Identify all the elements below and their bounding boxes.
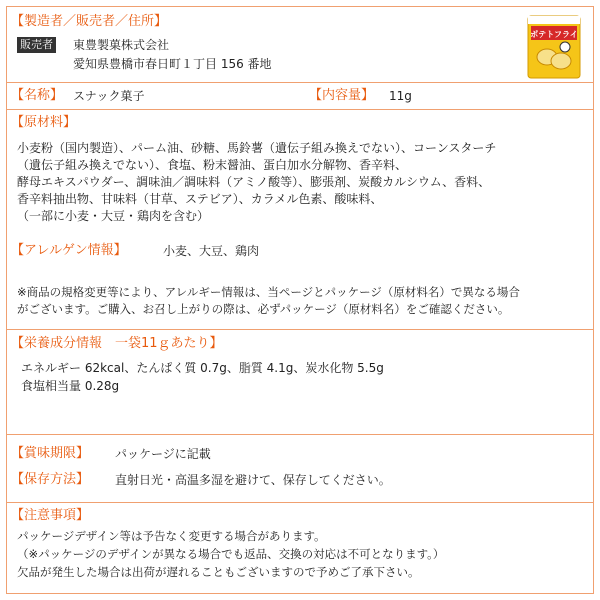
seller-tag: 販売者 (17, 37, 56, 53)
nutrition-heading: 【栄養成分情報 一袋11ｇあたり】 (11, 336, 223, 351)
cautions-section (7, 503, 593, 595)
package-title: ポテトフライ (530, 30, 578, 39)
allergen-notice (17, 284, 520, 318)
product-name-section (7, 83, 593, 110)
ingredients-list (17, 140, 496, 225)
caution-line: 欠品が発生した場合は出荷が遅れることもございますので予めご了承下さい。 (17, 565, 420, 579)
storage-section (7, 435, 593, 503)
volume-value: 11g (389, 89, 412, 103)
manufacturer-section (7, 7, 593, 83)
storage-method-heading: 【保存方法】 (11, 472, 90, 487)
expiry-value: パッケージに記載 (115, 447, 211, 461)
product-info-card (6, 6, 594, 594)
allergen-heading: 【アレルゲン情報】 (11, 243, 127, 258)
ingredients-line: （一部に小麦・大豆・鶏肉を含む） (17, 209, 210, 223)
notice-line: がございます。ご購入、お召し上がりの際は、必ずパッケージ（原材料名）をご確認ください。 (17, 302, 510, 316)
manufacturer-heading: 【製造者／販売者／住所】 (11, 14, 168, 29)
ingredients-line: 香辛料抽出物、甘味料（甘草、ステビア）、カラメル色素、酸味料、 (17, 192, 383, 206)
caution-line: （※パッケージのデザインが異なる場合でも返品、交換の対応は不可となります。） (17, 547, 445, 561)
name-value: スナック菓子 (73, 89, 145, 103)
nutrition-line: エネルギー 62kcal、たんぱく質 0.7g、脂質 4.1g、炭水化物 5.5g (21, 361, 384, 375)
company-name: 東豊製菓株式会社 (73, 38, 170, 52)
salt-line: 食塩相当量 0.28g (21, 379, 120, 393)
caution-line: パッケージデザイン等は予告なく変更する場合があります。 (17, 529, 326, 543)
name-heading: 【名称】 (11, 88, 64, 103)
ingredients-line: 小麦粉（国内製造）、パーム油、砂糖、馬鈴薯（遺伝子組み換えでない）、コーンスターチ (17, 141, 497, 155)
ingredients-line: （遺伝子組み換えでない）、食塩、粉末醤油、蛋白加水分解物、香辛料、 (17, 158, 408, 172)
expiry-heading: 【賞味期限】 (11, 446, 90, 461)
ingredients-heading: 【原材料】 (11, 115, 77, 130)
nutrition-section (7, 330, 593, 435)
allergen-value: 小麦、大豆、鶏肉 (163, 244, 260, 258)
storage-method-value: 直射日光・高温多湿を避けて、保存してください。 (115, 473, 391, 487)
product-package-image (527, 15, 581, 79)
ingredients-line: 酵母エキスパウダー、調味油／調味料（アミノ酸等）、膨張剤、炭酸カルシウム、香料、 (17, 175, 491, 189)
cautions-heading: 【注意事項】 (11, 508, 90, 523)
company-address: 愛知県豊橋市春日町１丁目 156 番地 (73, 57, 272, 71)
notice-line: ※商品の規格変更等により、アレルギー情報は、当ページとパッケージ（原材料名）で異なる場合 (17, 285, 520, 299)
ingredients-section (7, 110, 593, 330)
volume-heading: 【内容量】 (309, 88, 375, 103)
